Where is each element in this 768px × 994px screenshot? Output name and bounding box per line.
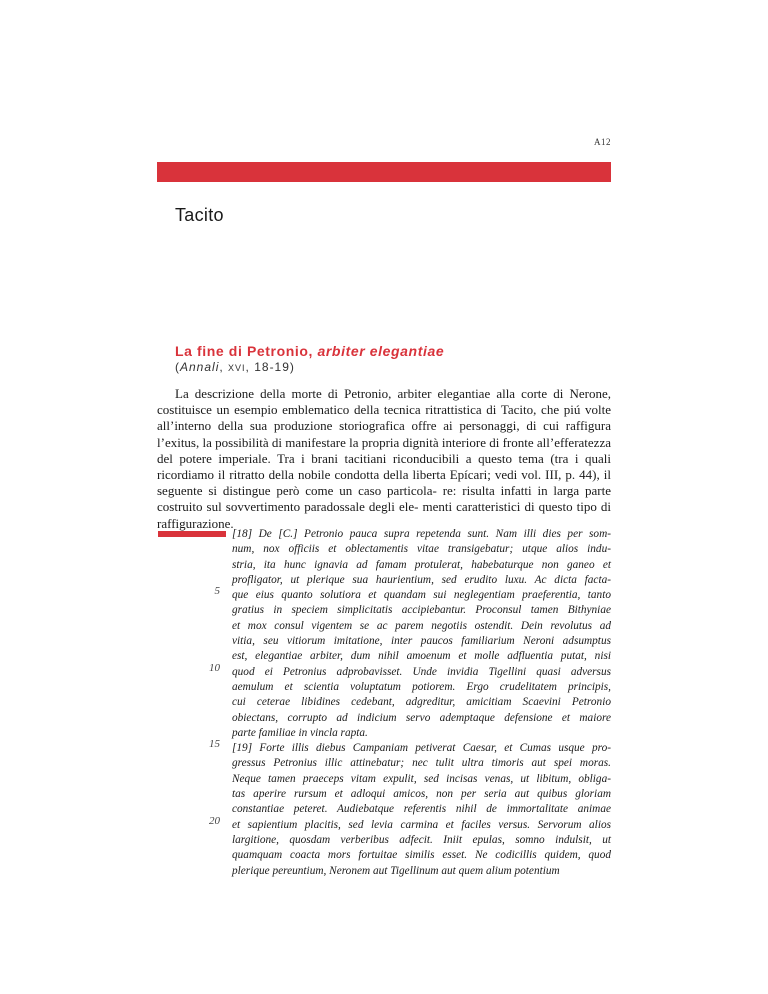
- latin-line: largitione, quosdam verberibus adfecit. Iniit epulas, somno indulsit, ut: [232, 833, 611, 846]
- latin-line: que eius quanto solutiora et quandam sui neglegentiam praeferentia, tanto: [232, 589, 611, 602]
- intro-line: re: risulta infatti in larga parte costruito sul sovvertimento paradossale degli ele-: [157, 483, 611, 515]
- latin-line: vitia, seu vitiorum imitatione, inter paucos familiarium Neroni adsumptus: [232, 635, 611, 648]
- section-title-main: La fine di Petronio,: [175, 343, 318, 359]
- intro-line: Nerone, costituisce un esempio emblematico della tecnica ritrattistica di Tacito,: [157, 386, 611, 418]
- latin-line: quod ei Petronius adprobavisset. Unde invidia Tigellini quasi adversus: [232, 665, 611, 678]
- latin-text: [232, 527, 611, 879]
- line-number: 20: [209, 815, 220, 827]
- intro-line: La descrizione della morte di Petronio, arbiter elegantiae alla corte di: [175, 386, 570, 401]
- latin-line: et sapientium placitis, sed levia carmina et faciles versus. Servorum alios: [232, 818, 611, 831]
- author-heading: Tacito: [175, 205, 224, 225]
- subtitle-sep: ,: [219, 360, 229, 374]
- intro-line: che piú volte all’interno della sua produzione storiografica offre ai personaggi,: [157, 402, 612, 434]
- latin-line: parte familiae in vincla rapta.: [232, 726, 368, 739]
- intro-line: di cui raffigura l’exitus, la possibilità di manifestare la propria dignità interiore: [157, 418, 612, 450]
- subtitle-ref: , 18-19): [245, 360, 295, 374]
- text-marker-bar: [158, 531, 226, 537]
- page-number: A12: [594, 137, 611, 147]
- intro-line: di fronte all’efferatezza del potere imperiale. Tra i brani tacitiani riconducibili a: [157, 434, 611, 466]
- subtitle-book: XVI: [228, 363, 246, 373]
- latin-line: constantiae peteret. Audiebatque referentis nihil de immortalitate animae: [232, 803, 611, 816]
- line-number: 15: [209, 738, 220, 750]
- latin-line: gressus Petronius illic attinebatur; nec tulit ultra timoris aut spei moras.: [232, 757, 611, 770]
- latin-line: quamquam coacta mors fortuitae similis esset. Ne codicillis quidem, quod: [232, 849, 611, 862]
- line-number: 5: [214, 585, 220, 597]
- latin-line: [18] De [C.] Petronio pauca supra repetenda sunt. Nam illi dies per som-: [232, 528, 611, 540]
- intro-line: Epícari; vedi vol. III, p. 44), il seguente si distingue però come un caso particola-: [157, 467, 611, 499]
- latin-line: profligator, ut plerique sua haurientium, sed erudito luxu. Ac dicta facta-: [232, 573, 611, 586]
- latin-line: tas aperire rursum et adloqui amicos, non per seria aut quibus gloriam: [232, 788, 611, 801]
- latin-line: stria, ita hunc ignavia ad famam protulerat, habebaturque non ganeo et: [232, 558, 611, 571]
- subtitle-work: Annali: [180, 360, 220, 374]
- latin-line: aemulum et scientia voluptatum potiorem. Ergo crudelitatem principis,: [232, 680, 611, 693]
- latin-line: gratius in speciem simplicitatis accipiebantur. Proconsul tamen Bithyniae: [232, 604, 611, 617]
- latin-line: [19] Forte illis diebus Campaniam petiverat Caesar, et Cumas usque pro-: [232, 742, 611, 755]
- section-title-italic: arbiter elegantiae: [317, 343, 445, 359]
- subtitle-open: (: [175, 360, 180, 374]
- latin-line: est, elegantiae arbiter, dum nihil amoenum et molle adfluentia putat, nisi: [232, 650, 611, 663]
- latin-line: Neque tamen praeceps vitam expulit, sed incisas venas, ut libitum, obliga-: [232, 772, 611, 785]
- latin-line: obiectans, corrupto ad indicium servo ademptaque defensione et maiore: [232, 711, 611, 724]
- latin-line: plerique pereuntium, Neronem aut Tigellinum aut quem alium potentium: [232, 864, 560, 877]
- intro-line: menti caratteristici di questo tipo di raffigurazione.: [157, 499, 612, 531]
- latin-line: et mox consul vigentem se ac parem negotiis ostendit. Dein revolutus ad: [232, 619, 611, 632]
- section-subtitle: [175, 360, 295, 374]
- chapter-banner: [157, 162, 611, 182]
- latin-line: cui ceterae libidines cedebant, adgreditur, amicitiam Scaevini Petronio: [232, 696, 611, 709]
- line-number: 10: [209, 662, 220, 674]
- section-title: [175, 343, 444, 359]
- intro-paragraph: [157, 386, 611, 532]
- intro-line: questo tema (tra i quali ricordiamo il ritratto della nobile condotta della liberta: [157, 450, 611, 483]
- latin-line: num, nox officiis et oblectamentis vitae transigebatur; utque alios indu-: [232, 543, 611, 556]
